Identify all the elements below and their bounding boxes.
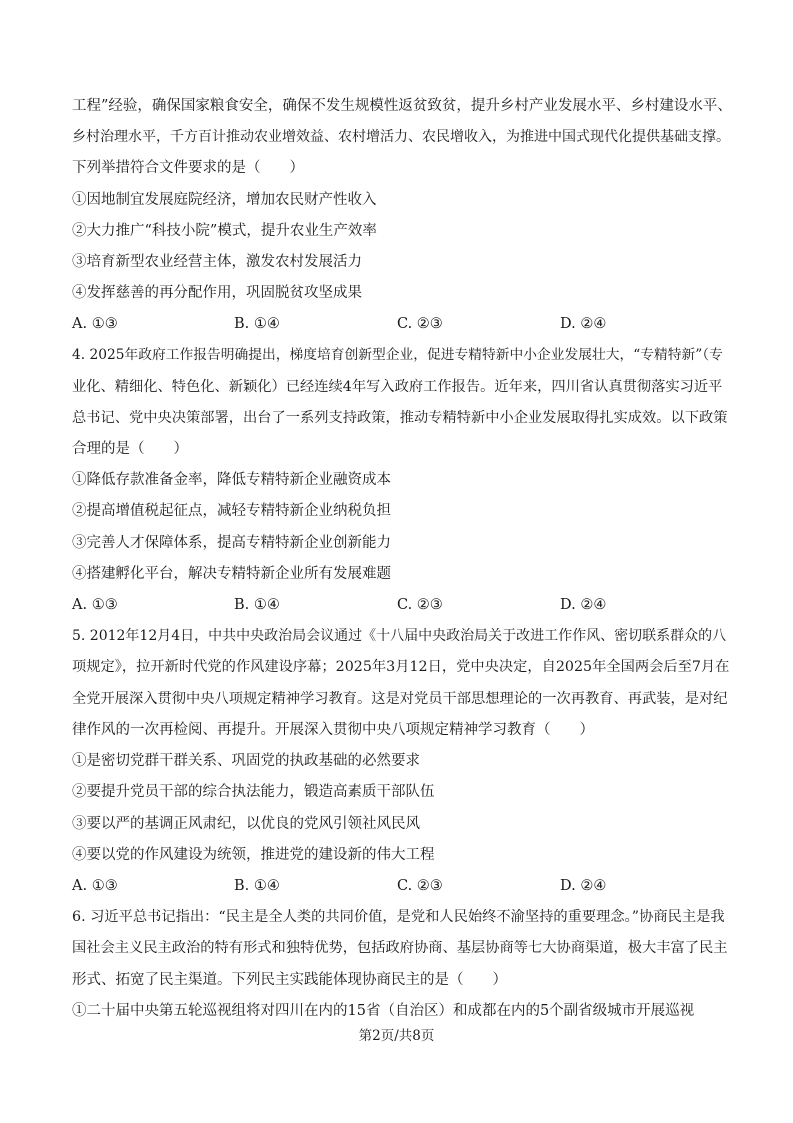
- q3-stem-line-1: 工程”经验，确保国家粮食安全，确保不发生规模性返贫致贫，提升乡村产业发展水平、乡村建设水平、: [72, 98, 732, 114]
- q5-statement-2: ②要提升党员干部的综合执法能力，锻造高素质干部队伍: [72, 784, 435, 800]
- q3-stem-line-3: 下列举措符合文件要求的是（ ）: [72, 160, 304, 176]
- q3-statement-2: ②大力推广“科技小院”模式，提升农业生产效率: [72, 223, 377, 239]
- q5-statement-1: ①是密切党群干群关系、巩固党的执政基础的必然要求: [72, 753, 420, 769]
- q4-option-c: C. ②③: [397, 597, 443, 613]
- q5-stem-line-2: 项规定》，拉开新时代党的作风建设序幕；2025年3月12日，党中央决定，自2025年全国两会后至7月在: [72, 659, 730, 675]
- q4-options: [72, 595, 732, 615]
- q3-statement-3: ③培育新型农业经营主体，激发农村发展活力: [72, 254, 362, 270]
- q3-option-c: C. ②③: [397, 316, 443, 332]
- q6-statement-1: ①二十届中央第五轮巡视组将对四川在内的15省（自治区）和成都在内的5个副省级城市开展巡视: [72, 1003, 695, 1019]
- q5-stem-line-4: 律作风的一次再检阅、再提升。开展深入贯彻中央八项规定精神学习教育（ ）: [72, 722, 594, 738]
- q4-option-d: D. ②④: [560, 597, 607, 613]
- q5-stem-line-3: 全党开展深入贯彻中央八项规定精神学习教育。这是对党员干部思想理论的一次再教育、再武装，是对纪: [72, 691, 728, 707]
- q4-option-a: A. ①③: [72, 597, 118, 613]
- q4-stem-line-1: 4. 2025年政府工作报告明确提出，梯度培育创新型企业，促进专精特新中小企业发展壮大，“专精特新”（专: [72, 347, 723, 363]
- page-number: 第2页/共8页: [358, 1028, 435, 1044]
- q4-option-b: B. ①④: [234, 597, 280, 613]
- q5-option-c: C. ②③: [397, 878, 443, 894]
- q5-statement-3: ③要以严的基调正风肃纪，以优良的党风引领社风民风: [72, 816, 420, 832]
- q3-option-d: D. ②④: [560, 316, 607, 332]
- q5-option-b: B. ①④: [234, 878, 280, 894]
- q5-option-a: A. ①③: [72, 878, 118, 894]
- q5-stem-line-1: 5. 2012年12月4日，中共中央政治局会议通过《十八届中央政治局关于改进工作作风、密切联系群众的八: [72, 628, 727, 644]
- q3-option-a: A. ①③: [72, 316, 118, 332]
- q4-statement-2: ②提高增值税起征点，减轻专精特新企业纳税负担: [72, 503, 391, 519]
- q5-options: [72, 876, 732, 896]
- q3-option-b: B. ①④: [234, 316, 280, 332]
- q3-stem-line-2: 乡村治理水平，千方百计推动农业增效益、农村增活力、农民增收入，为推进中国式现代化提供基础支撑。: [72, 129, 730, 145]
- q3-statement-1: ①因地制宜发展庭院经济，增加农民财产性收入: [72, 192, 377, 208]
- q6-stem-line-1: 6. 习近平总书记指出：“民主是全人类的共同价值，是党和人民始终不渝坚持的重要理念。”协商民主是我: [72, 909, 725, 925]
- q4-statement-4: ④搭建孵化平台，解决专精特新企业所有发展难题: [72, 566, 391, 582]
- q5-option-d: D. ②④: [560, 878, 607, 894]
- q4-stem-line-4: 合理的是（ ）: [72, 441, 188, 457]
- q3-statement-4: ④发挥慈善的再分配作用，巩固脱贫攻坚成果: [72, 285, 362, 301]
- q6-stem-line-3: 形式、拓宽了民主渠道。下列民主实践能体现协商民主的是（ ）: [72, 972, 507, 988]
- q4-stem-line-2: 业化、精细化、特色化、新颖化）已经连续4年写入政府工作报告。近年来，四川省认真贯彻落实习近平: [72, 379, 723, 395]
- q4-statement-1: ①降低存款准备金率，降低专精特新企业融资成本: [72, 472, 391, 488]
- q4-stem-line-3: 总书记、党中央决策部署，出台了一系列支持政策，推动专精特新中小企业发展取得扎实成效。以下政策: [72, 410, 728, 426]
- q5-statement-4: ④要以党的作风建设为统领，推进党的建设新的伟大工程: [72, 847, 435, 863]
- q6-stem-line-2: 国社会主义民主政治的特有形式和独特优势，包括政府协商、基层协商等七大协商渠道，极大丰富了民主: [72, 940, 728, 956]
- q3-options: [72, 314, 732, 334]
- q4-statement-3: ③完善人才保障体系，提高专精特新企业创新能力: [72, 535, 391, 551]
